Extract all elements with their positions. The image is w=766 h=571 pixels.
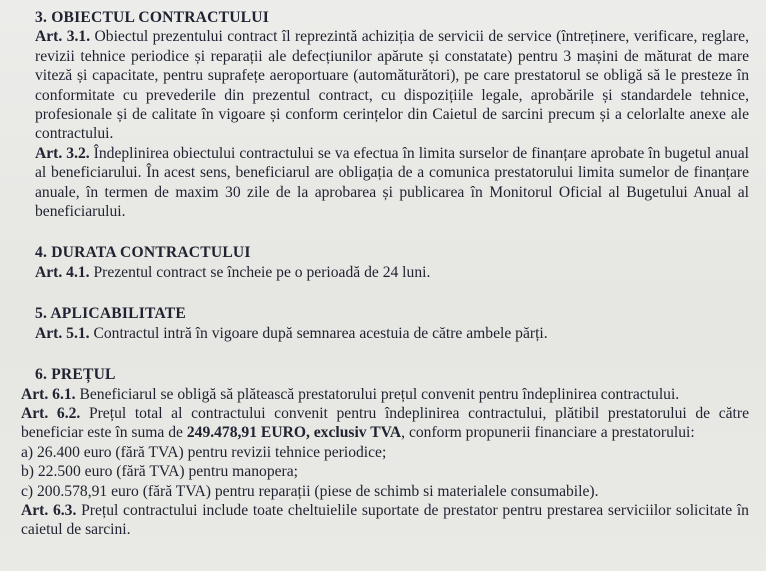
price-item-reparatii: c) 200.578,91 euro (fără TVA) pentru reparații (piese de schimb si materialele consumabile). bbox=[21, 482, 599, 500]
article-label: Art. 3.2. bbox=[35, 144, 90, 162]
article-text: Îndeplinirea obiectului contractului se va efectua în limita surselor de finanțare aprobate în bugetul anual al beneficiarului. În acest sens, beneficiarul are obligația de a comunica prestatorului limita sumelor de finanțare anuale, în termen de maxim 30 zile de la aprobarea și publicarea în Monitorul Oficial al Bugetului Anual al beneficiarului. bbox=[35, 144, 749, 221]
article-label: Art. 5.1. bbox=[35, 324, 90, 342]
article-label: Art. 4.1. bbox=[35, 263, 90, 281]
article-6-1 bbox=[21, 385, 749, 404]
price-item-revizii: a) 26.400 euro (fără TVA) pentru revizii tehnice periodice; bbox=[21, 443, 387, 461]
article-text: Prețul total al contractului convenit pentru îndeplinirea contractului, plătibil prestatorului de către beneficiar este în suma de bbox=[21, 404, 749, 442]
section-heading-obiectul: 3. OBIECTUL CONTRACTULUI bbox=[35, 9, 269, 26]
article-label: Art. 3.1. bbox=[35, 28, 91, 46]
article-text: Prețul contractului include toate cheltuielile suportate de prestator pentru prestarea serviciilor solicitate în caietul de sarcini. bbox=[21, 501, 749, 539]
article-3-1 bbox=[21, 27, 749, 143]
section-heading-aplicabilitate: 5. APLICABILITATE bbox=[35, 305, 186, 323]
article-label: Art. 6.1. bbox=[21, 385, 76, 403]
price-item-manopera: b) 22.500 euro (fără TVA) pentru manopera; bbox=[21, 463, 298, 481]
total-amount: 249.478,91 EURO, exclusiv TVA bbox=[186, 424, 402, 442]
article-4-1 bbox=[21, 263, 749, 282]
contract-excerpt bbox=[21, 8, 749, 540]
section-heading-pretul: 6. PREȚUL bbox=[35, 366, 116, 384]
article-text: , conform propunerii financiare a prestatorului: bbox=[401, 424, 695, 442]
article-3-2 bbox=[21, 144, 749, 222]
article-text: Contractul intră în vigoare după semnarea acestuia de către ambele părți. bbox=[89, 324, 548, 342]
section-heading-durata: 4. DURATA CONTRACTULUI bbox=[35, 244, 251, 262]
article-6-2 bbox=[21, 404, 749, 443]
article-label: Art. 6.3. bbox=[21, 501, 77, 519]
article-text: Obiectul prezentului contract îl reprezintă achiziția de servicii de service (întreținere, verificare, reglare, revizii tehnice periodice și reparații ale defecțiunilor apărute și constatate) pentru 3 mașini de măturat de mare viteză și capacitate, pentru suprafețe aeroportuare (automăturători), pe care prestatorul se obligă să le presteze în conformitate cu prevederile din prezentul contract, cu dispozițiile legale, aprobările și standardele tehnice, profesionale și de calitate în vigoare și conform cerințelor din Caietul de sarcini precum și a celorlalte anexe ale contractului. bbox=[35, 28, 749, 143]
article-text: Prezentul contract se încheie pe o perioadă de 24 luni. bbox=[89, 263, 431, 281]
article-6-3 bbox=[21, 501, 749, 540]
article-5-1 bbox=[21, 324, 749, 343]
article-label: Art. 6.2. bbox=[21, 404, 81, 422]
article-text: Beneficiarul se obligă să plătească prestatorului prețul convenit pentru îndeplinirea contractului. bbox=[75, 385, 680, 403]
